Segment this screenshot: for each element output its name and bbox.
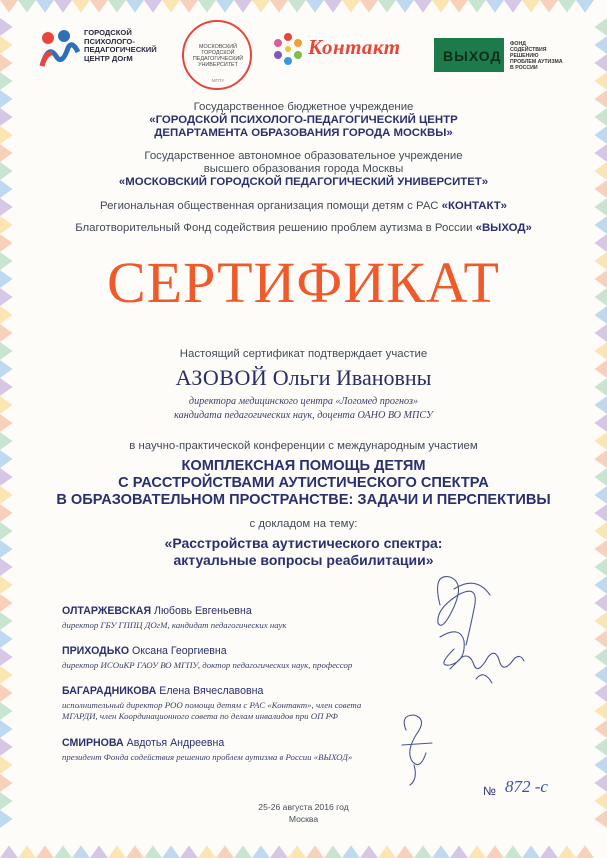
border-ornament bbox=[468, 845, 486, 858]
recipient-position-2: кандидата педагогических наук, доцента ОАНО ВО МПСУ bbox=[174, 410, 433, 421]
border-ornament bbox=[486, 845, 504, 858]
border-ornament bbox=[0, 108, 13, 126]
border-ornament bbox=[594, 234, 607, 252]
border-ornament bbox=[594, 90, 607, 108]
border-ornament bbox=[378, 0, 396, 13]
border-ornament bbox=[594, 144, 607, 162]
border-ornament bbox=[0, 612, 13, 630]
border-ornament bbox=[594, 18, 607, 36]
event-date: 25-26 августа 2016 год bbox=[258, 802, 349, 812]
vyhod-logo-word: ВЫХОД bbox=[443, 48, 502, 64]
border-ornament bbox=[594, 288, 607, 306]
border-ornament bbox=[0, 342, 13, 360]
border-ornament bbox=[0, 810, 13, 828]
border-ornament bbox=[234, 0, 252, 13]
border-ornament bbox=[522, 0, 540, 13]
border-ornament bbox=[0, 234, 13, 252]
border-ornament bbox=[0, 666, 13, 684]
border-ornament bbox=[0, 144, 13, 162]
border-ornament bbox=[594, 666, 607, 684]
border-ornament bbox=[90, 0, 108, 13]
border-ornament bbox=[0, 198, 13, 216]
border-ornament bbox=[162, 0, 180, 13]
border-ornament bbox=[594, 594, 607, 612]
border-ornament bbox=[342, 0, 360, 13]
signatory-position: директор ИСОиКР ГАОУ ВО МГПУ, доктор педагогических наук, профессор bbox=[62, 660, 353, 670]
border-ornament bbox=[540, 845, 558, 858]
border-ornament bbox=[216, 0, 234, 13]
confirm-text: Настоящий сертификат подтверждает участие bbox=[179, 348, 428, 360]
mgpu-logo-line: МОСКОВСКИЙ bbox=[198, 44, 238, 50]
org3-text: Региональная общественная организация помощи детям с РАС bbox=[99, 200, 442, 212]
border-ornament bbox=[0, 378, 13, 396]
border-ornament bbox=[0, 360, 13, 378]
border-ornament bbox=[0, 72, 13, 90]
vyhod-logo-line: СОДЕЙСТВИЯ bbox=[510, 47, 547, 53]
border-ornament bbox=[288, 0, 306, 13]
border-ornament bbox=[0, 324, 13, 342]
border-ornament bbox=[162, 845, 180, 858]
border-ornament bbox=[0, 18, 13, 36]
border-ornament bbox=[270, 0, 288, 13]
border-ornament bbox=[72, 0, 90, 13]
border-ornament bbox=[0, 270, 13, 288]
mgpu-logo-abbr: МГПУ bbox=[211, 78, 225, 83]
border-ornament bbox=[594, 378, 607, 396]
border-ornament bbox=[0, 252, 13, 270]
border-ornament bbox=[594, 360, 607, 378]
conference-title-line: С РАССТРОЙСТВАМИ АУТИСТИЧЕСКОГО СПЕКТРА bbox=[118, 475, 489, 491]
border-ornament bbox=[0, 450, 13, 468]
border-ornament bbox=[126, 845, 144, 858]
conference-title bbox=[30, 458, 577, 509]
border-ornament bbox=[594, 720, 607, 738]
border-ornament bbox=[270, 845, 288, 858]
border-ornament bbox=[594, 36, 607, 54]
report-topic bbox=[30, 535, 577, 569]
vyhod-logo-line: ПРОБЛЕМ АУТИЗМА bbox=[510, 59, 563, 65]
border-ornament bbox=[0, 845, 18, 858]
border-ornament bbox=[378, 845, 396, 858]
handwritten-signatures bbox=[380, 565, 560, 795]
border-ornament bbox=[594, 414, 607, 432]
border-ornament bbox=[594, 774, 607, 792]
border-ornament bbox=[468, 0, 486, 13]
border-ornament bbox=[0, 504, 13, 522]
border-ornament bbox=[198, 0, 216, 13]
border-ornament bbox=[594, 522, 607, 540]
org4-text: Благотворительный Фонд содействия решению проблем аутизма в России bbox=[75, 222, 476, 234]
signatory-surname: БАГАРАДНИКОВА bbox=[62, 685, 157, 697]
recipient-given-name: Ольги Ивановны bbox=[267, 365, 432, 390]
org4-line bbox=[30, 222, 577, 235]
border-ornament bbox=[558, 845, 576, 858]
border-ornament bbox=[450, 0, 468, 13]
border-ornament bbox=[594, 486, 607, 504]
border-ornament bbox=[432, 0, 450, 13]
signatory-position: директор ГБУ ГППЦ ДОгМ, кандидат педагогических наук bbox=[62, 620, 287, 630]
border-ornament bbox=[0, 54, 13, 72]
border-ornament bbox=[324, 845, 342, 858]
border-ornament bbox=[594, 504, 607, 522]
border-ornament bbox=[0, 396, 13, 414]
border-ornament bbox=[18, 845, 36, 858]
kontakt-logo-word: Контакт bbox=[308, 35, 401, 59]
org3-line bbox=[30, 200, 577, 213]
border-ornament bbox=[414, 0, 432, 13]
vyhod-logo-line: ФОНД bbox=[510, 41, 526, 47]
border-ornament bbox=[594, 216, 607, 234]
border-ornament bbox=[594, 648, 607, 666]
border-ornament bbox=[594, 684, 607, 702]
border-ornament bbox=[0, 576, 13, 594]
certificate-title: СЕРТИФИКАТ bbox=[106, 250, 500, 315]
signatory-name: Елена Вячеславовна bbox=[156, 685, 264, 697]
border-ornament bbox=[594, 792, 607, 810]
border-ornament bbox=[144, 845, 162, 858]
border-ornament bbox=[594, 198, 607, 216]
signatory-name: Авдотья Андреевна bbox=[123, 737, 225, 749]
border-ornament bbox=[576, 0, 594, 13]
border-ornament bbox=[594, 558, 607, 576]
border-ornament bbox=[594, 540, 607, 558]
border-ornament bbox=[504, 845, 522, 858]
border-ornament bbox=[0, 594, 13, 612]
border-ornament bbox=[414, 845, 432, 858]
border-ornament bbox=[324, 0, 342, 13]
border-ornament bbox=[0, 756, 13, 774]
border-ornament bbox=[0, 540, 13, 558]
conference-title-line: В ОБРАЗОВАТЕЛЬНОМ ПРОСТРАНСТВЕ: ЗАДАЧИ И ПЕРСПЕКТИВЫ bbox=[56, 492, 551, 508]
border-ornament bbox=[0, 162, 13, 180]
signatory-surname: ОЛТАРЖЕВСКАЯ bbox=[62, 605, 152, 617]
report-intro: с докладом на тему: bbox=[249, 518, 358, 530]
number-label: № bbox=[483, 784, 496, 798]
border-ornament bbox=[594, 630, 607, 648]
border-ornament bbox=[36, 845, 54, 858]
report-topic-line: «Расстройства аутистического спектра: bbox=[164, 535, 443, 551]
org2-line1: Государственное автономное образовательное учреждение bbox=[144, 150, 463, 162]
border-ornament bbox=[72, 845, 90, 858]
border-ornament bbox=[522, 845, 540, 858]
border-ornament bbox=[306, 0, 324, 13]
conference-intro: в научно-практической конференции с международным участием bbox=[129, 440, 478, 452]
signatory-surname: ПРИХОДЬКО bbox=[62, 645, 130, 657]
border-ornament bbox=[36, 0, 54, 13]
border-ornament bbox=[558, 0, 576, 13]
border-ornament bbox=[0, 702, 13, 720]
border-ornament bbox=[594, 324, 607, 342]
org4-name: «ВЫХОД» bbox=[475, 222, 532, 234]
border-ornament bbox=[594, 576, 607, 594]
border-ornament bbox=[576, 845, 594, 858]
number-value: 872 -с bbox=[505, 777, 548, 796]
border-ornament bbox=[0, 522, 13, 540]
org1-line1: Государственное бюджетное учреждение bbox=[193, 101, 414, 113]
border-ornament bbox=[342, 845, 360, 858]
border-ornament bbox=[486, 0, 504, 13]
border-ornament bbox=[108, 0, 126, 13]
border-ornament bbox=[0, 432, 13, 450]
border-ornament bbox=[0, 738, 13, 756]
border-ornament bbox=[0, 558, 13, 576]
border-ornament bbox=[144, 0, 162, 13]
border-ornament bbox=[594, 756, 607, 774]
vyhod-logo-line: В РОССИИ bbox=[510, 65, 538, 71]
mgpu-logo-line: ПЕДАГОГИЧЕСКИЙ bbox=[192, 56, 244, 62]
conference-title-line: КОМПЛЕКСНАЯ ПОМОЩЬ ДЕТЯМ bbox=[181, 458, 426, 474]
border-ornament bbox=[540, 0, 558, 13]
border-ornament bbox=[252, 0, 270, 13]
border-ornament bbox=[0, 486, 13, 504]
border-ornament bbox=[432, 845, 450, 858]
border-ornament bbox=[594, 108, 607, 126]
border-ornament bbox=[0, 0, 18, 13]
border-ornament bbox=[0, 684, 13, 702]
ggppc-logo bbox=[38, 26, 173, 76]
ggppc-logo-line: ПЕДАГОГИЧЕСКИЙ bbox=[84, 45, 157, 54]
border-ornament bbox=[594, 270, 607, 288]
org1-line2: «ГОРОДСКОЙ ПСИХОЛОГО-ПЕДАГОГИЧЕСКИЙ ЦЕНТР bbox=[149, 114, 458, 126]
mgpu-logo-line: ГОРОДСКОЙ bbox=[201, 50, 235, 56]
border-ornament bbox=[234, 845, 252, 858]
border-ornament bbox=[0, 792, 13, 810]
report-topic-line: актуальные вопросы реабилитации» bbox=[173, 552, 434, 568]
border-ornament bbox=[180, 845, 198, 858]
border-ornament bbox=[0, 630, 13, 648]
border-ornament bbox=[0, 468, 13, 486]
signatory bbox=[62, 685, 362, 721]
border-ornament bbox=[0, 648, 13, 666]
border-ornament bbox=[0, 774, 13, 792]
border-ornament bbox=[126, 0, 144, 13]
border-ornament bbox=[0, 126, 13, 144]
border-ornament bbox=[594, 72, 607, 90]
border-ornament bbox=[216, 845, 234, 858]
ggppc-logo-line: ГОРОДСКОЙ bbox=[84, 28, 132, 37]
border-ornament bbox=[594, 702, 607, 720]
border-ornament bbox=[594, 810, 607, 828]
signatory-position: президент Фонда содействия решению проблем аутизма в России «ВЫХОД» bbox=[62, 752, 353, 762]
org3-name: «КОНТАКТ» bbox=[441, 200, 507, 212]
border-ornament bbox=[0, 720, 13, 738]
border-ornament bbox=[252, 845, 270, 858]
mgpu-logo bbox=[178, 16, 258, 96]
border-ornament bbox=[504, 0, 522, 13]
border-ornament bbox=[0, 180, 13, 198]
signatory-name: Оксана Георгиевна bbox=[129, 645, 227, 657]
border-ornament bbox=[108, 845, 126, 858]
border-ornament bbox=[594, 450, 607, 468]
border-ornament bbox=[594, 306, 607, 324]
ggppc-logo-line: ПСИХОЛОГО- bbox=[84, 36, 135, 46]
recipient-position-1: директора медицинского центра «Логомед прогноз» bbox=[188, 396, 419, 407]
border-ornament bbox=[594, 738, 607, 756]
signatory-position: исполнительный директор РОО помощи детям с РАС «Контакт», член совета МГАРДИ, член Координационного совета по делам инвалидов при ОП РФ bbox=[62, 700, 362, 721]
border-ornament bbox=[594, 468, 607, 486]
border-ornament bbox=[594, 396, 607, 414]
border-ornament bbox=[360, 0, 378, 13]
kontakt-logo bbox=[268, 30, 413, 70]
ggppc-emblem-icon bbox=[38, 26, 82, 70]
border-ornament bbox=[594, 252, 607, 270]
vyhod-logo-line: РЕШЕНИЮ bbox=[510, 53, 539, 59]
border-ornament bbox=[594, 54, 607, 72]
border-ornament bbox=[396, 0, 414, 13]
border-ornament bbox=[0, 36, 13, 54]
border-ornament bbox=[0, 216, 13, 234]
org2-line3: «МОСКОВСКИЙ ГОРОДСКОЙ ПЕДАГОГИЧЕСКИЙ УНИВЕРСИТЕТ» bbox=[118, 176, 489, 188]
kontakt-flower-icon bbox=[268, 30, 308, 68]
org2-line2: высшего образования города Москвы bbox=[203, 163, 404, 175]
border-ornament bbox=[396, 845, 414, 858]
vyhod-logo bbox=[434, 38, 584, 78]
signatory-name: Любовь Евгеньевна bbox=[151, 605, 252, 617]
border-ornament bbox=[306, 845, 324, 858]
border-ornament bbox=[0, 306, 13, 324]
border-ornament bbox=[594, 180, 607, 198]
org1-line3: ДЕПАРТАМЕНТА ОБРАЗОВАНИЯ ГОРОДА МОСКВЫ» bbox=[154, 127, 453, 139]
recipient-surname: АЗОВОЙ bbox=[175, 365, 268, 390]
border-ornament bbox=[0, 288, 13, 306]
border-ornament bbox=[594, 432, 607, 450]
border-ornament bbox=[90, 845, 108, 858]
border-ornament bbox=[18, 0, 36, 13]
border-ornament bbox=[594, 612, 607, 630]
border-ornament bbox=[360, 845, 378, 858]
vyhod-logo-box bbox=[434, 38, 504, 72]
border-ornament bbox=[198, 845, 216, 858]
recipient-name bbox=[30, 364, 577, 392]
ggppc-logo-line: ЦЕНТР ДОгМ bbox=[84, 53, 133, 63]
border-ornament bbox=[594, 162, 607, 180]
border-ornament bbox=[594, 126, 607, 144]
border-ornament bbox=[0, 90, 13, 108]
border-ornament bbox=[594, 342, 607, 360]
border-ornament bbox=[180, 0, 198, 13]
border-ornament bbox=[450, 845, 468, 858]
border-ornament bbox=[288, 845, 306, 858]
border-ornament bbox=[54, 845, 72, 858]
event-city: Москва bbox=[288, 814, 319, 824]
border-ornament bbox=[54, 0, 72, 13]
signatory-surname: СМИРНОВА bbox=[62, 737, 124, 749]
mgpu-logo-line: УНИВЕРСИТЕТ bbox=[198, 62, 238, 68]
border-ornament bbox=[0, 414, 13, 432]
